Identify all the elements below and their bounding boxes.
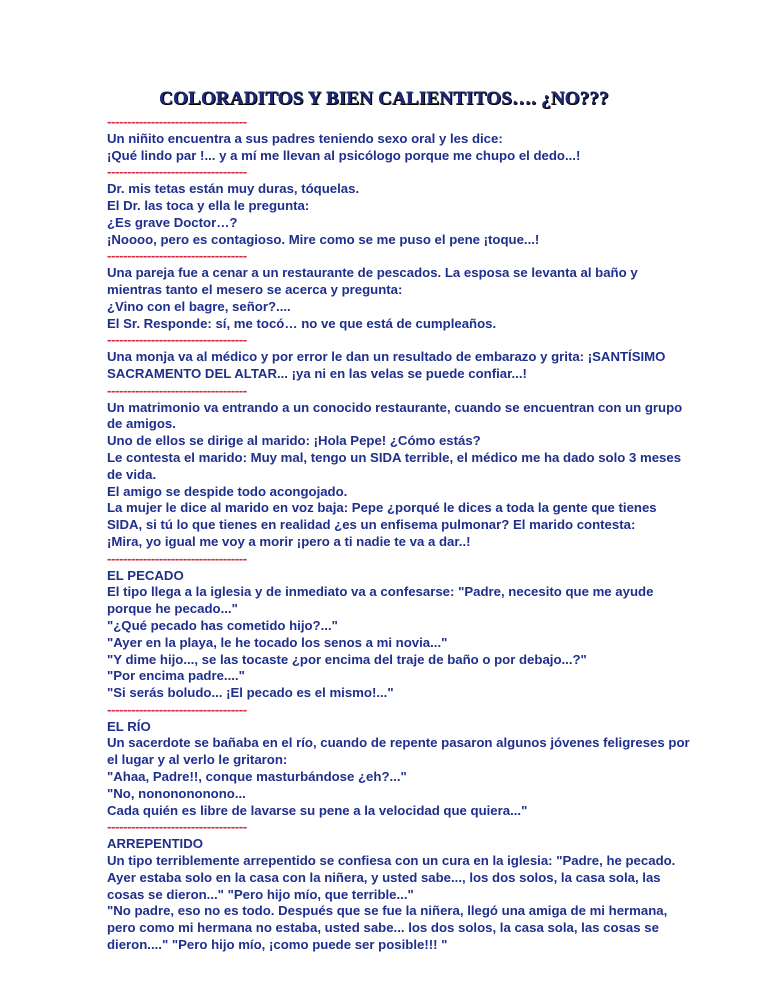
text-line: SACRAMENTO DEL ALTAR... ¡ya ni en las velas se puede confiar...! <box>107 365 527 381</box>
text-line: "Y dime hijo..., se las tocaste ¿por encima del traje de baño o por debajo...?" <box>107 651 587 667</box>
document-body <box>107 114 690 954</box>
text-line: ¿Vino con el bagre, señor?.... <box>107 298 291 314</box>
text-line: el lugar y al verlo le gritaron: <box>107 752 288 768</box>
text-line: "Si serás boludo... ¡El pecado es el mismo!..." <box>107 685 394 701</box>
text-line: Ayer estaba solo en la casa con la niñera, y usted sabe..., los dos solos, la casa sola, las <box>107 869 661 885</box>
text-line: Un matrimonio va entrando a un conocido restaurante, cuando se encuentran con un grupo <box>107 399 683 415</box>
text-line: "Por encima padre...." <box>107 668 245 684</box>
text-line: La mujer le dice al marido en voz baja: Pepe ¿porqué le dices a toda la gente que tienes <box>107 500 657 516</box>
text-line: de vida. <box>107 466 157 482</box>
text-line: cosas se dieron..." "Pero hijo mío, que terrible..." <box>107 886 414 902</box>
separator-line: ----------------------------------- <box>107 114 247 129</box>
text-line: "No, nononononono... <box>107 785 246 801</box>
text-line: mientras tanto el mesero se acerca y pregunta: <box>107 281 403 297</box>
text-line: porque he pecado..." <box>107 601 238 617</box>
text-line: Un sacerdote se bañaba en el río, cuando de repente pasaron algunos jóvenes feligreses por <box>107 735 690 751</box>
text-line: Un niñito encuentra a sus padres teniendo sexo oral y les dice: <box>107 130 503 146</box>
separator-line: ----------------------------------- <box>107 248 247 264</box>
text-line: de amigos. <box>107 416 176 432</box>
text-line: EL RÍO <box>107 718 151 734</box>
text-line: Cada quién es libre de lavarse su pene a la velocidad que quiera..." <box>107 802 528 818</box>
text-line: EL PECADO <box>107 567 184 583</box>
separator-line: ----------------------------------- <box>107 382 247 398</box>
text-line: ¡Noooo, pero es contagioso. Mire como se me puso el pene ¡toque...! <box>107 231 540 247</box>
text-line: Una monja va al médico y por error le dan un resultado de embarazo y grita: ¡SANTÍSIMO <box>107 349 666 365</box>
text-line: "Ayer en la playa, le he tocado los senos a mi novia..." <box>107 634 448 650</box>
text-line: El tipo llega a la iglesia y de inmediato va a confesarse: "Padre, necesito que me ayude <box>107 584 654 600</box>
text-line: El Sr. Responde: sí, me tocó… no ve que está de cumpleaños. <box>107 315 497 331</box>
separator-line: ----------------------------------- <box>107 164 247 180</box>
text-line: El Dr. las toca y ella le pregunta: <box>107 197 310 213</box>
text-line: Le contesta el marido: Muy mal, tengo un SIDA terrible, el médico me ha dado solo 3 meses <box>107 449 682 465</box>
document-title: COLORADITOS Y BIEN CALIENTITOS…. ¿NO??? <box>159 88 609 109</box>
separator-line: ----------------------------------- <box>107 819 247 835</box>
text-line: Un tipo terriblemente arrepentido se confiesa con un cura en la iglesia: "Padre, he pecado. <box>107 853 676 869</box>
text-line: Uno de ellos se dirige al marido: ¡Hola Pepe! ¿Cómo estás? <box>107 433 481 449</box>
text-line: "Ahaa, Padre!!, conque masturbándose ¿eh?..." <box>107 769 407 785</box>
separator-line: ----------------------------------- <box>107 701 247 717</box>
text-line: "No padre, eso no es todo. Después que se fue la niñera, llegó una amiga de mi hermana, <box>107 903 668 919</box>
separator-line: ----------------------------------- <box>107 332 247 348</box>
text-line: El amigo se despide todo acongojado. <box>107 483 348 499</box>
text-line: SIDA, si tú lo que tienes en realidad ¿es un enfisema pulmonar? El marido contesta: <box>107 517 636 533</box>
text-line: ¡Mira, yo igual me voy a morir ¡pero a ti nadie te va a dar..! <box>107 533 471 549</box>
text-line: ¡Qué lindo par !... y a mí me llevan al psicólogo porque me chupo el dedo...! <box>107 147 581 163</box>
text-line: ARREPENTIDO <box>107 836 203 852</box>
separator-line: ----------------------------------- <box>107 550 247 566</box>
text-line: Dr. mis tetas están muy duras, tóquelas. <box>107 181 360 197</box>
text-line: pero como mi hermana no estaba, usted sabe... los dos solos, la casa sola, las cosas se <box>107 920 659 936</box>
text-line: Una pareja fue a cenar a un restaurante de pescados. La esposa se levanta al baño y <box>107 265 638 281</box>
text-line: "¿Qué pecado has cometido hijo?..." <box>107 617 338 633</box>
text-line: ¿Es grave Doctor…? <box>107 214 238 230</box>
text-line: dieron...." "Pero hijo mío, ¡como puede ser posible!!! " <box>107 937 448 953</box>
